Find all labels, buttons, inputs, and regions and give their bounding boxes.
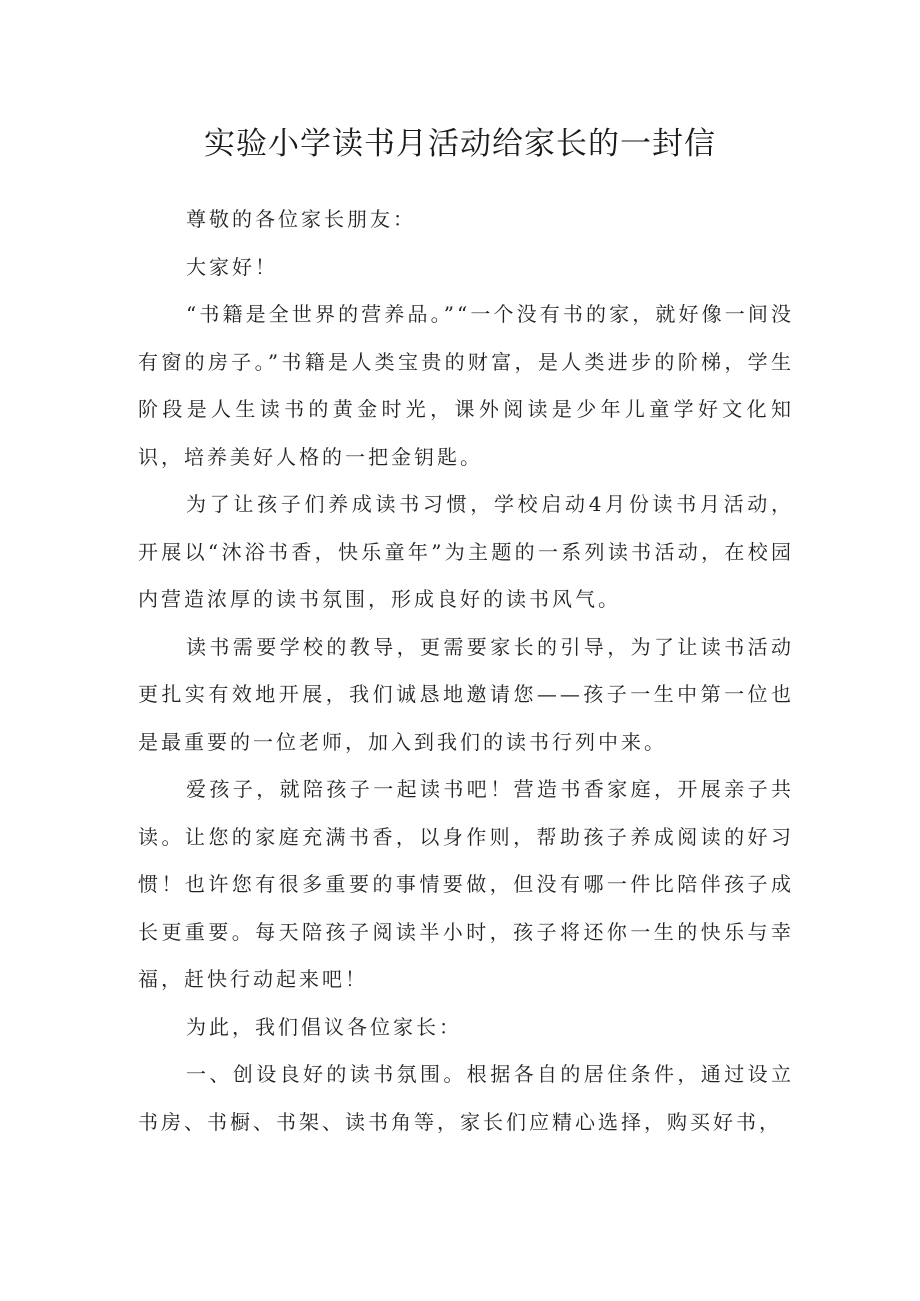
paragraph: 为此，我们倡议各位家长：: [186, 1014, 462, 1039]
paragraph: 一、创设良好的读书氛围。根据各自的居住条件，通过设立书房、书橱、书架、读书角等，家长们应精心选择，购买好书，: [138, 1062, 794, 1134]
greeting: 大家好！: [186, 254, 278, 279]
letter-body: [138, 196, 794, 1146]
paragraph: 为了让孩子们养成读书习惯，学校启动4月份读书月活动，开展以“沐浴书香，快乐童年”为主题的一系列读书活动，在校园内营造浓厚的读书氛围，形成良好的读书风气。: [138, 492, 794, 611]
paragraph: 读书需要学校的教导，更需要家长的引导，为了让读书活动更扎实有效地开展，我们诚恳地邀请您——孩子一生中第一位也是最重要的一位老师，加入到我们的读书行列中来。: [138, 634, 794, 754]
document-title: 实验小学读书月活动给家长的一封信: [204, 126, 716, 162]
salutation: 尊敬的各位家长朋友：: [186, 207, 416, 231]
paragraph: 爱孩子，就陪孩子一起读书吧！营造书香家庭，开展亲子共读。让您的家庭充满书香，以身作则，帮助孩子养成阅读的好习惯！也许您有很多重要的事情要做，但没有哪一件比陪伴孩子成长更重要。每天陪孩子阅读半小时，孩子将还你一生的快乐与幸福，赶快行动起来吧！: [138, 777, 794, 991]
paragraph: “书籍是全世界的营养品。”“一个没有书的家，就好像一间没有窗的房子。”书籍是人类宝贵的财富，是人类进步的阶梯，学生阶段是人生读书的黄金时光，课外阅读是少年儿童学好文化知识，培养美好人格的一把金钥匙。: [138, 302, 794, 469]
